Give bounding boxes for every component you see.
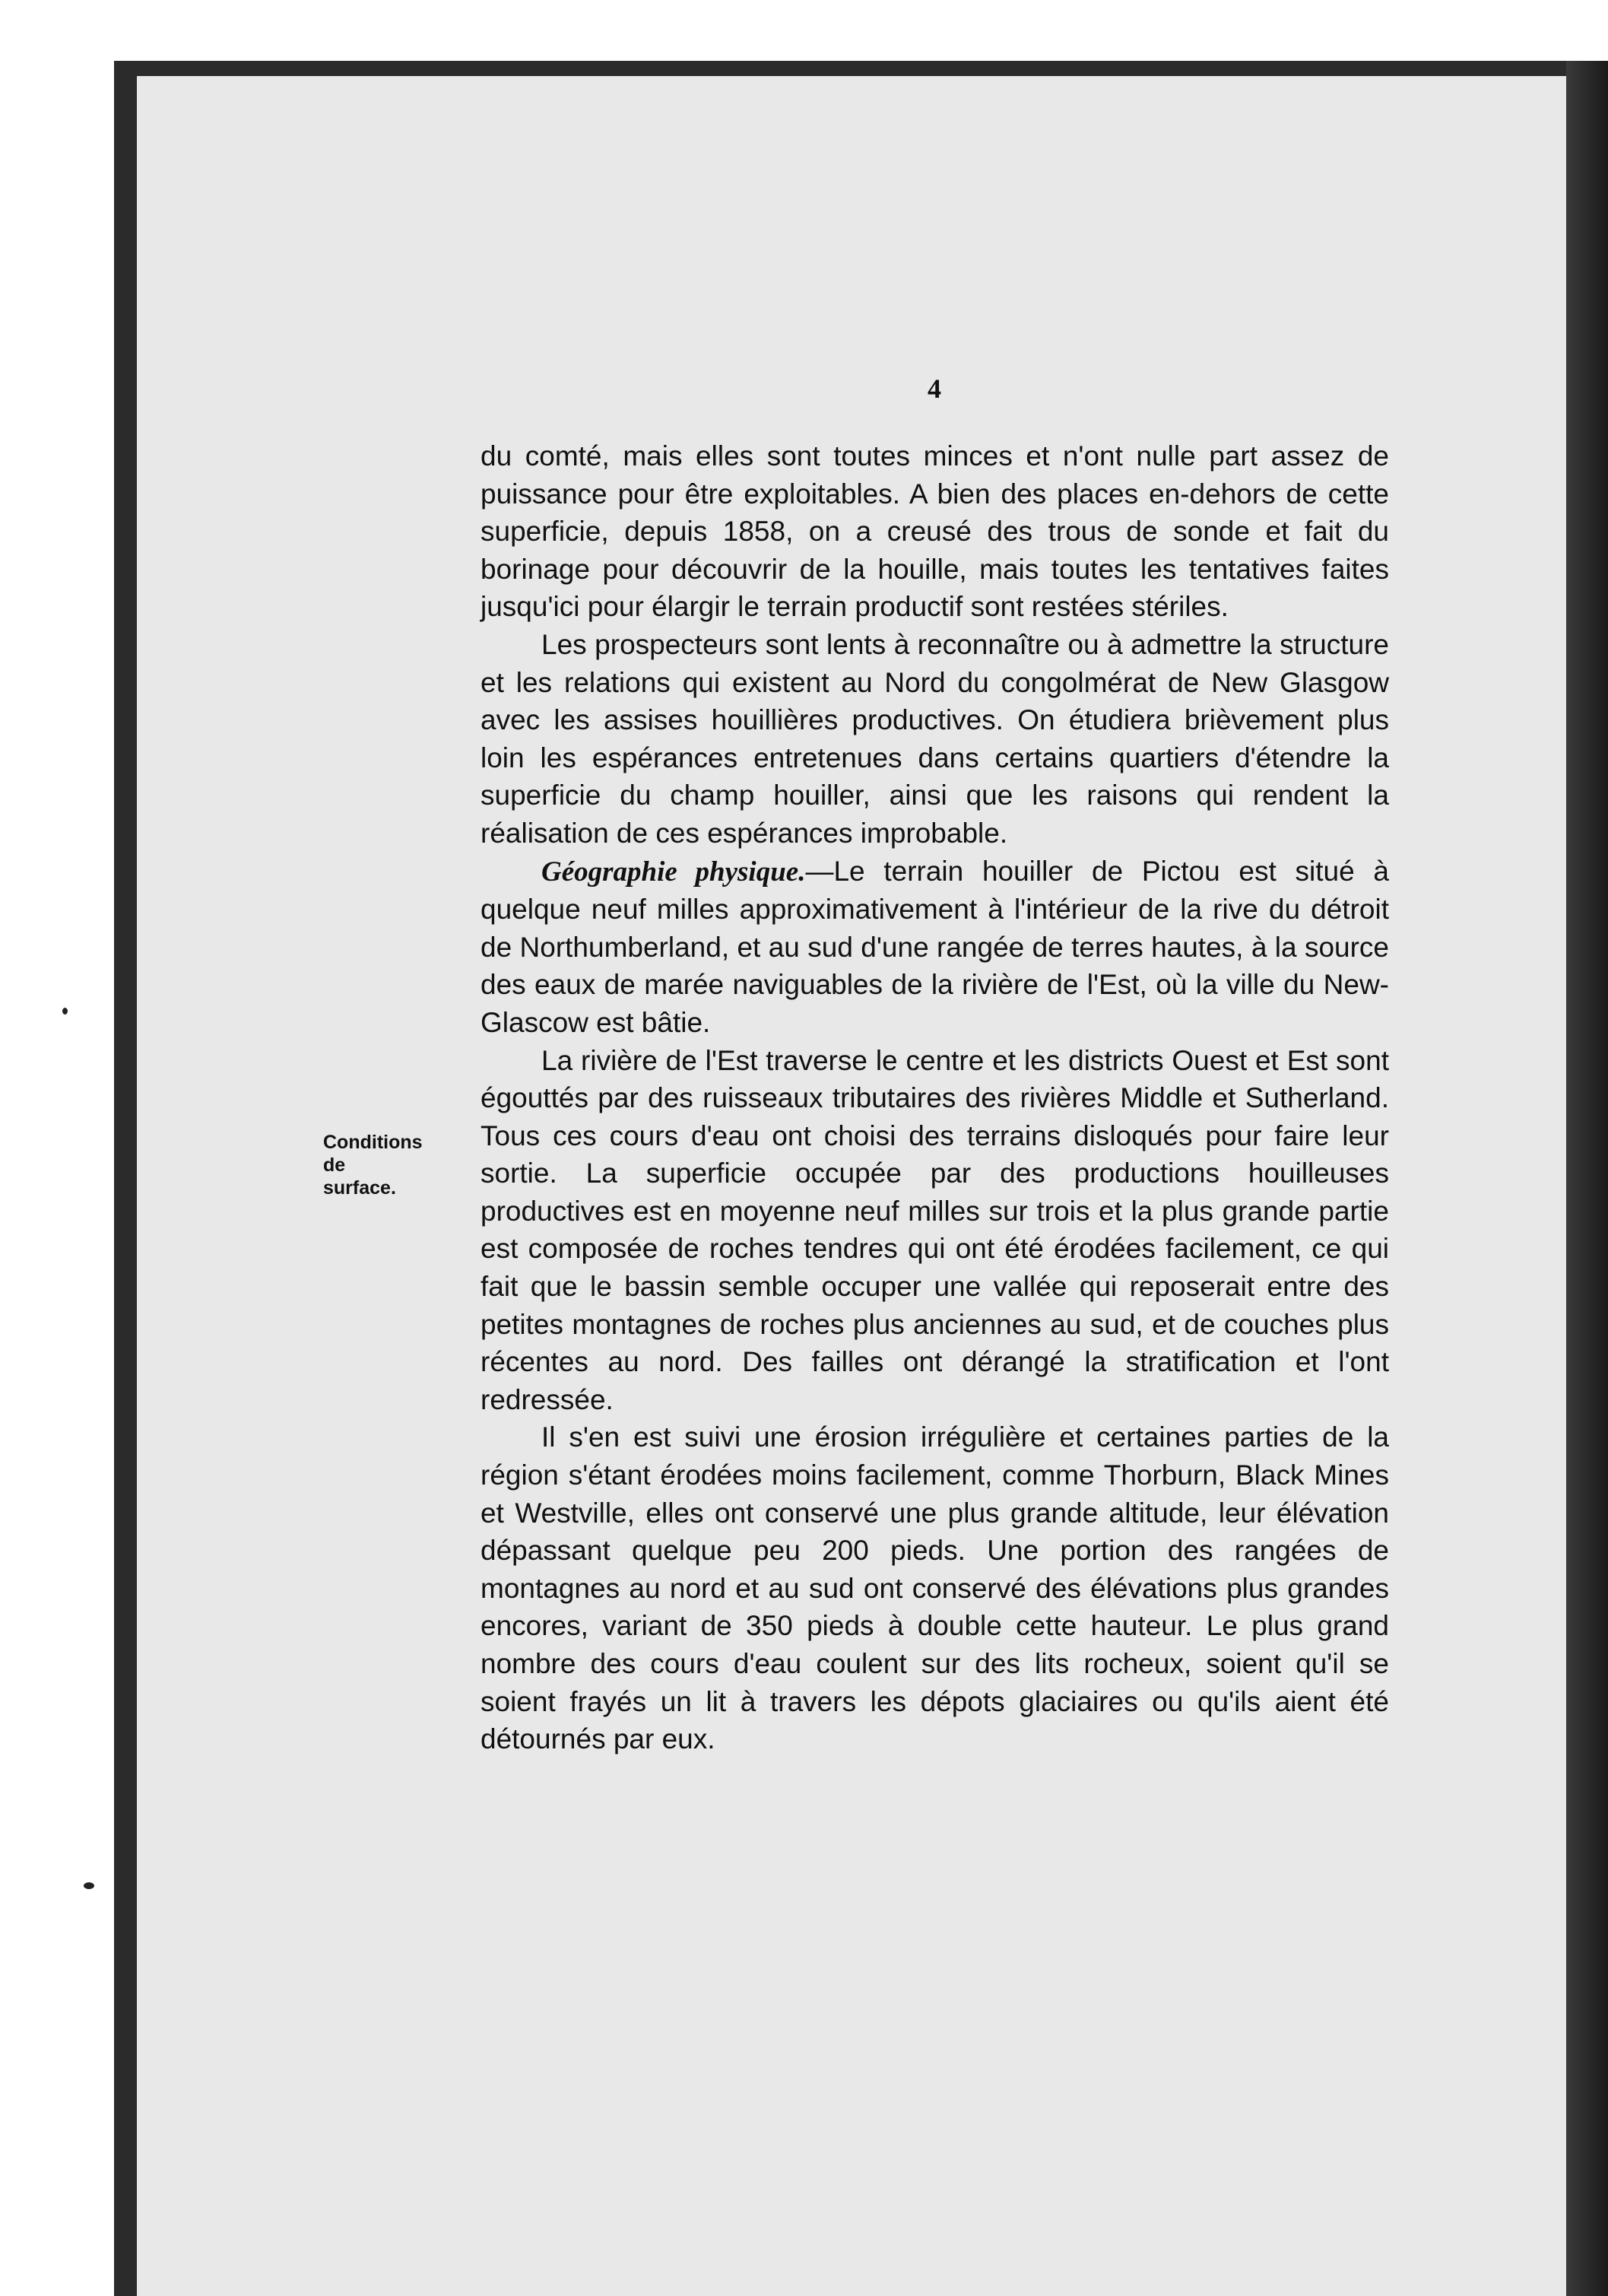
scan-border-top — [114, 61, 1608, 76]
scan-border-left — [114, 61, 137, 2296]
margin-note-line: Conditions — [323, 1132, 423, 1153]
body-text — [480, 437, 1389, 1758]
paragraph: La rivière de l'Est traverse le centre et les districts Ouest et Est sont égouttés par des ruisseaux tributaires des rivières Middle et Sutherland. Tous ces cours d'eau ont choisi des terrains disloqués pour faire leur sortie. La superficie occupée par des productions houilleuses productives est en moyenne neuf milles sur trois et la plus grande partie est composée de roches tendres qui ont été érodées facilement, ce qui fait que le bassin semble occuper une vallée qui reposerait entre des petites montagnes de roches plus anciennes au sud, et de couches plus récentes au nord. Des failles ont dérangé la stratification et l'ont redressée. — [480, 1044, 1389, 1415]
paragraph: du comté, mais elles sont toutes minces et n'ont nulle part assez de puissance pour être exploitables. A bien des places en-dehors de cette superficie, depuis 1858, on a creusé des trous de sonde et fait du borinage pour découvrir de la houille, mais toutes les tentatives faites jusqu'ici pour élargir le terrain productif sont restées stériles. — [480, 440, 1389, 623]
margin-note-line: de — [323, 1154, 346, 1176]
section-heading: Géographie physique. — [541, 856, 806, 888]
scan-border-right — [1566, 61, 1608, 2296]
margin-note — [323, 1131, 475, 1199]
page-number: 4 — [928, 373, 941, 404]
paragraph — [480, 853, 1389, 1042]
scan-speck — [62, 1008, 68, 1015]
scan-speck — [84, 1882, 94, 1889]
margin-note-line: surface. — [323, 1177, 396, 1199]
paragraph: Les prospecteurs sont lents à reconnaître ou à admettre la structure et les relations qui existent au Nord du congolmérat de New Glasgow avec les assises houillières productives. On étudiera brièvement plus loin les espérances entretenues dans certains quartiers d'étendre la superficie du champ houiller, ainsi que les raisons qui rendent la réalisation de ces espérances improbable. — [480, 628, 1389, 849]
paragraph: Il s'en est suivi une érosion irrégulière et certaines parties de la région s'étant érodées moins facilement, comme Thorburn, Black Mines et Westville, elles ont conservé une plus grande altitude, leur élévation dépassant quelque peu 200 pieds. Une portion des rangées de montagnes au nord et au sud ont conservé des élévations plus grandes encores, variant de 350 pieds à double cette hauteur. Le plus grand nombre des cours d'eau coulent sur des lits rocheux, soient qu'il se soient frayés un lit à travers les dépots glaciaires ou qu'ils aient été détournés par eux. — [480, 1421, 1389, 1755]
paragraph-text: —Le terrain houiller de Pictou est situé à quelque neuf milles approximativement à l'intérieur de la rive du détroit de Northumberland, et au sud d'une rangée de terres hautes, à la source des eaux de marée naviguables de la rivière de l'Est, où la ville du New-Glascow est bâtie. — [480, 855, 1389, 1038]
